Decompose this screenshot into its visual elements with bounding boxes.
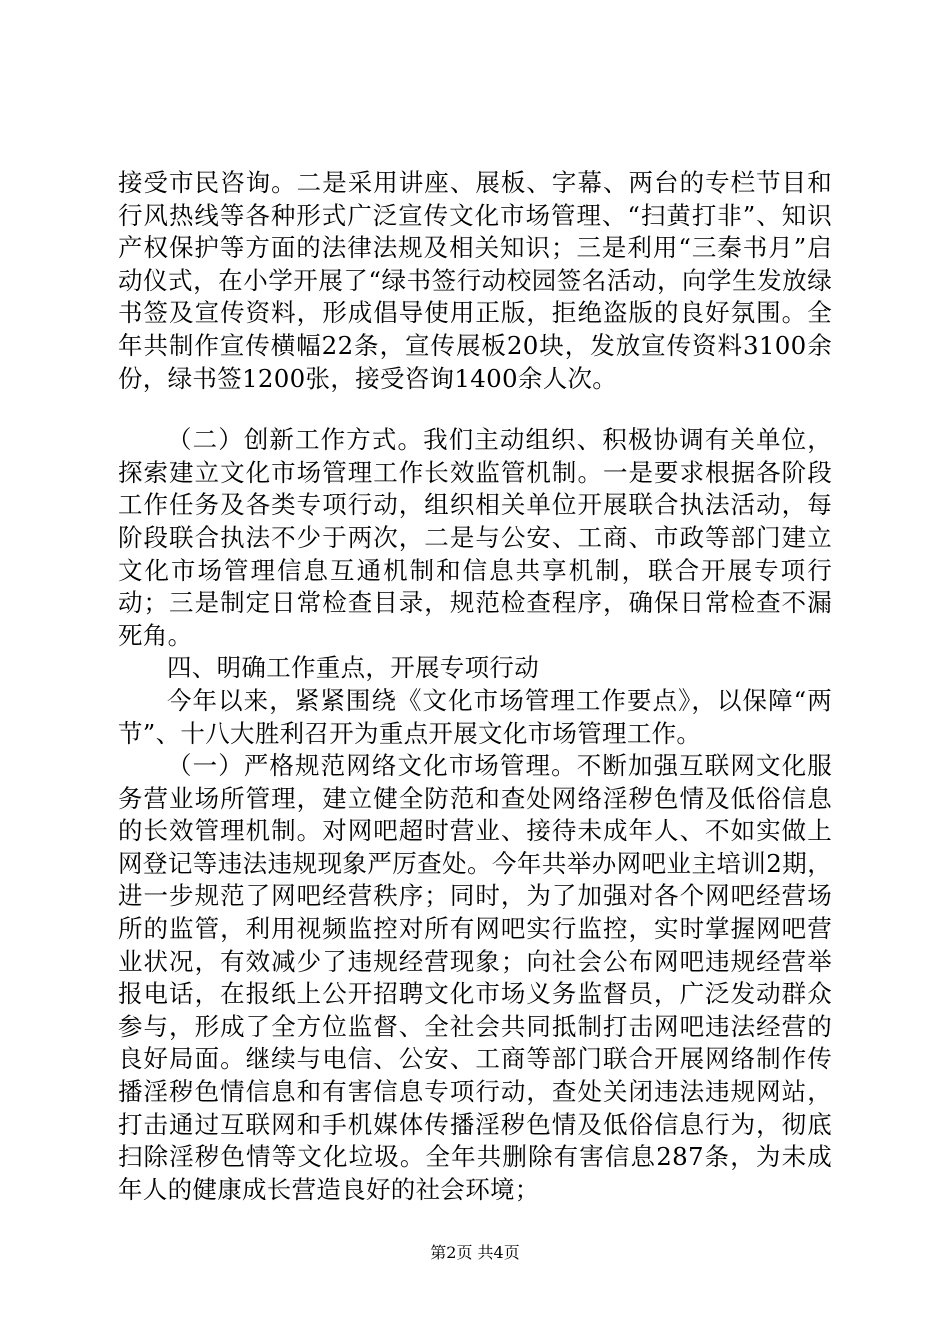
paragraph-work-focus-intro: 今年以来，紧紧围绕《文化市场管理工作要点》，以保障“两节”、十八大胜利召开为重点开展文化市场管理工作。 (118, 685, 832, 748)
document-body (118, 167, 832, 1206)
paragraph-network-culture-market: （一）严格规范网络文化市场管理。不断加强互联网文化服务营业场所管理，建立健全防范和查处网络淫秽色情及低俗信息的长效管理机制。对网吧超时营业、接待未成年人、不如实做上网登记等违法违规现象严厉查处。今年共举办网吧业主培训2期，进一步规范了网吧经营秩序；同时，为了加强对各个网吧经营场所的监管，利用视频监控对所有网吧实行监控，实时掌握网吧营业状况，有效减少了违规经营现象；向社会公布网吧违规经营举报电话，在报纸上公开招聘文化市场义务监督员，广泛发动群众参与，形成了全方位监督、全社会共同抵制打击网吧违法经营的良好局面。继续与电信、公安、工商等部门联合开展网络制作传播淫秽色情信息和有害信息专项行动，查处关闭违法违规网站，打击通过互联网和手机媒体传播淫秽色情及低俗信息行为，彻底扫除淫秽色情等文化垃圾。全年共删除有害信息287条，为未成年人的健康成长营造良好的社会环境； (118, 751, 832, 1204)
page-number-indicator: 第2页 共4页 (430, 1243, 520, 1262)
page-footer (0, 1242, 950, 1264)
paragraph-innovate-work-methods: （二）创新工作方式。我们主动组织、积极协调有关单位，探索建立文化市场管理工作长效监管机制。一是要求根据各阶段工作任务及各类专项行动，组织相关单位开展联合执法活动，每阶段联合执法不少于两次，二是与公安、工商、市政等部门建立文化市场管理信息互通机制和信息共享机制，联合开展专项行动；三是制定日常检查目录，规范检查程序，确保日常检查不漏死角。 (118, 425, 832, 650)
paragraph-publicity-summary: 接受市民咨询。二是采用讲座、展板、字幕、两台的专栏节目和行风热线等各种形式广泛宣传文化市场管理、“扫黄打非”、知识产权保护等方面的法律法规及相关知识；三是利用“三秦书月”启动仪式，在小学开展了“绿书签行动校园签名活动，向学生发放绿书签及宣传资料，形成倡导使用正版，拒绝盗版的良好氛围。全年共制作宣传横幅22条，宣传展板20块，发放宣传资料3100余份，绿书签1200张，接受咨询1400余人次。 (118, 168, 832, 393)
section-heading-work-focus: 四、明确工作重点，开展专项行动 (167, 653, 539, 683)
